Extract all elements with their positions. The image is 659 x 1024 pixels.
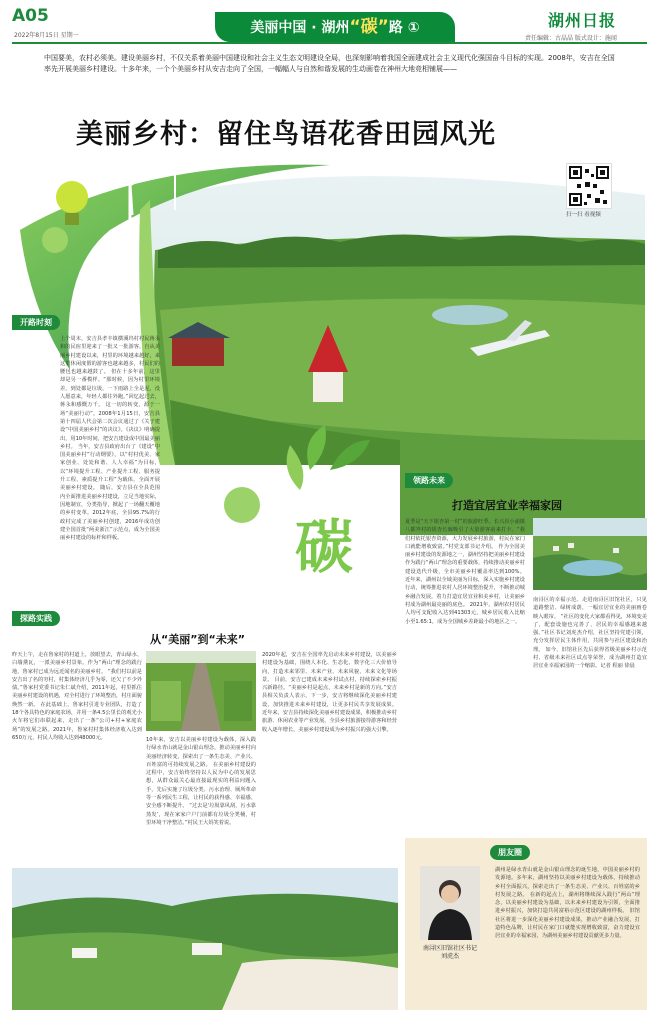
section-label-pengyouquan: 朋友圈 [490, 845, 530, 860]
intro-paragraph: 中国要美，农村必须美。建设美丽乡村，不仅关系着美丽中国建设和社会主义生态文明建设全局，也深刻影响着我国全面建成社会主义现代化强国奋斗目标的实现。2008年，安吉在全国率先开展美丽乡村建设。十多年来，一个个美丽乡村从安吉走向了全国，一幅幅人与自然和谐发展的生动画卷在神州大地竞相铺展—— [44, 54, 615, 73]
banner-text-pre: 美丽中国 · 湖州 [250, 20, 350, 36]
column-linglu-left: 夏季是“天下银杏第一村”的旅游旺季。长兴县小浦镇八都岕村的银杏长廊吸引了大量游客前来打卡。“我们村依托银杏资源，大力发展乡村旅游，村民在家门口就能增收致富。”村党支部书记介绍。 作为全国美丽乡村建设的发源地之一，湖州坚持把美丽乡村建设作为践行“两山”理念的重要载体，持续推动美丽乡村建设迭代升级，全市美丽乡村覆盖率达到100%。 近年来，湖州以全域美丽为目标，深入实施乡村建设行动，统筹推进农村人居环境整治提升，不断推动城乡融合发展，着力打造宜居宜业和美乡村，让美丽乡村成为湖州最亮丽的底色。 2021年，湖州农村居民人均可支配收入达到41303元，城乡居民收入比缩小至1.65:1，成为全国城乡差距最小的地区之一。 [405, 519, 525, 625]
qr-pattern-icon [567, 164, 611, 208]
banner-text-post: 路 ① [388, 20, 420, 36]
carbon-character: 碳 [295, 513, 354, 581]
editor-credits: 责任编辑：古晶晶 版式设计：施闻 [525, 35, 617, 42]
column-linglu-right: 南浔区的幸福示范。走进南浔区旧馆社区，只见道路整洁、绿树成荫，一幅宜居宜业的美丽画卷映入眼帘。 “社区的变化大家都看得见，环境变美了，配套设施也完善了，居民的幸福感越来越强。”社区书记刘虎杰介绍，社区坚持党建引领，充分发挥居民主体作用，共同参与社区建设和治理。 如今，旧馆社区先后获得省级美丽乡村示范村、省级未来社区试点等荣誉，成为湖州打造宜居宜业幸福家园的一个缩影。记者 程丽 徐晨 [533, 597, 647, 670]
column-banner [215, 12, 455, 42]
valley-landscape-photo [12, 868, 398, 1010]
windmill-house-body [313, 372, 343, 402]
column-tansuo-mid: 10年来，安吉以美丽乡村建设为载体，深入践行绿水青山就是金山银山理念，推动美丽乡村向美丽经济转变，探索出了一条生态美、产业兴、百姓富的可持续发展之路。 在美丽乡村建设的过程中，安吉始终坚持以人民为中心的发展思想，从群众最关心最直接最现实的利益问题入手，先后实施了垃圾分类、污水治理、厕所革命等一系列民生工程，让村民的获得感、幸福感、安全感不断提升。 “过去是‘垃圾靠风刮，污水靠蒸发’，现在家家户户门前都有垃圾分类桶，村里环境干净整洁。”村民王大妈笑着说。 [146, 737, 256, 826]
portrait-caption: 南浔区旧馆社区书记 刘虎杰 [422, 945, 477, 960]
column-tansuo-left: 昨天上午，走在鲁家村的村道上，放眼望去，青山绿水、白墙黛瓦，一派美丽乡村景象。作为“两山”理念的践行地，鲁家村已成为远近闻名的美丽乡村。 “我们村以前是安吉出了名的穷村，村集体经济几乎为零，还欠了不少外债。”鲁家村党委书记朱仁斌介绍，2011年起，村里抓住美丽乡村建设的机遇，对全村进行了环境整治，村庄面貌焕然一新。 在此基础上，鲁家村引进专业团队，打造了18个各具特色的家庭农场，并用一条4.5公里长的观光小火车将它们串联起来，走出了一条“公司+村+家庭农场”的发展之路。2021年，鲁家村村集体经济收入达到650万元，村民人均收入达到48000元。 [12, 652, 142, 741]
column-kailu: 上个周末，安吉县孝丰镇横溪坞村村民蒋永和的民宿里迎来了一批又一批游客。自从美丽乡村建设以来，村里的环境越来越好，来这里休闲度假的游客也越来越多，村民们的腰包也越来越鼓了。 但在十多年前，这里却是另一番模样。“那时候，因为村里环境差，到处都是垃圾，一下雨路上全是泥，没人愿意来，年轻人都往外跑。”回忆起过去，蒋永和感慨万千。 这一切的转变，源于一场“美丽行动”。2008年1月15日，安吉县第十四届人代会第二次会议通过了《关于建设“中国美丽乡村”的决议》。《决议》明确提出，用10年时间，把安吉建设成中国最美丽乡村。 当年，安吉县政府出台了《建设“中国美丽乡村”行动纲要》，以“村村优美、家家创业、处处和谐、人人幸福”为目标，以“环境提升工程、产业提升工程、服务提升工程、素质提升工程”为载体，全面开展美丽乡村建设。 随后，安吉县在全县范围内全面推进美丽乡村建设，立足当地实际，因地制宜，分类指导，掀起了一场翻天覆地的乡村变革。2012年底，全县95.7%的行政村完成了美丽乡村创建，2016年成功创建全国首批“两美浙江”示范点，成为全国美丽乡村建设的标杆和样板。 [60, 336, 160, 542]
subhead-tansuo: 从“美丽”到“未来” [150, 633, 245, 646]
village-aerial-photo [533, 518, 647, 590]
farm-road-photo [146, 651, 256, 731]
banner-highlight: “碳” [349, 17, 389, 37]
portrait-photo [420, 866, 480, 940]
section-label-tansuo: 探路实践 [12, 611, 60, 626]
qr-code[interactable] [566, 163, 612, 209]
newspaper-logo: 湖州日报 [548, 11, 617, 30]
issue-date: 2022年8月15日 星期一 [14, 32, 79, 39]
main-headline: 美丽乡村：留住鸟语花香田园风光 [76, 119, 496, 150]
tower-icon [112, 255, 120, 300]
column-pengyouquan: 湖州是绿水青山就是金山银山理念的诞生地，中国美丽乡村的发源地。多年来，湖州坚持以美丽乡村建设为载体，持续推动乡村全面振兴，探索走出了一条生态美、产业兴、百姓富的乡村发展之路。 在新的起点上，湖州将继续深入践行“两山”理念，以美丽乡村建设为基础，以未来乡村建设为引领，全面推进乡村振兴，加快打造共同富裕示范区建设的湖州样板。 旧馆社区将进一步深化美丽乡村建设成果，推动产业融合发展，打造特色品牌，让村民在家门口就能实现增收致富，奋力建设宜居宜业的幸福家园，为湖州美丽乡村建设贡献更多力量。 [495, 867, 640, 940]
section-label-linglu: 领路未来 [405, 473, 453, 488]
header-rule [12, 42, 647, 44]
cottage [172, 338, 224, 366]
subhead-linglu: 打造宜居宜业幸福家园 [452, 499, 562, 512]
column-tansuo-right: 2020年起，安吉在全国率先启动未来乡村建设，以美丽乡村建设为基础，围绕人本化、生态化、数字化三大价值导向，打造未来邻里、未来产业、未来风貌、未来文化等场景。 目前，安吉已建成未来乡村试点村，持续探索乡村振兴新路径。“美丽乡村是起点，未来乡村是新的方向。”安吉县相关负责人表示，下一步，安吉将继续深化美丽乡村建设，加快推进未来乡村建设，让更多村民共享发展成果。 近年来，安吉县持续深化美丽乡村建设成果，积极推动乡村旅游、休闲农业等产业发展，全县乡村旅游接待游客和经营收入逐年增长，美丽乡村建设成为乡村振兴的强大引擎。 [262, 652, 397, 733]
page-number: A05 [12, 6, 49, 26]
section-label-kailu: 开路时刻 [12, 315, 60, 330]
qr-label: 扫一扫 看视频 [566, 212, 601, 218]
